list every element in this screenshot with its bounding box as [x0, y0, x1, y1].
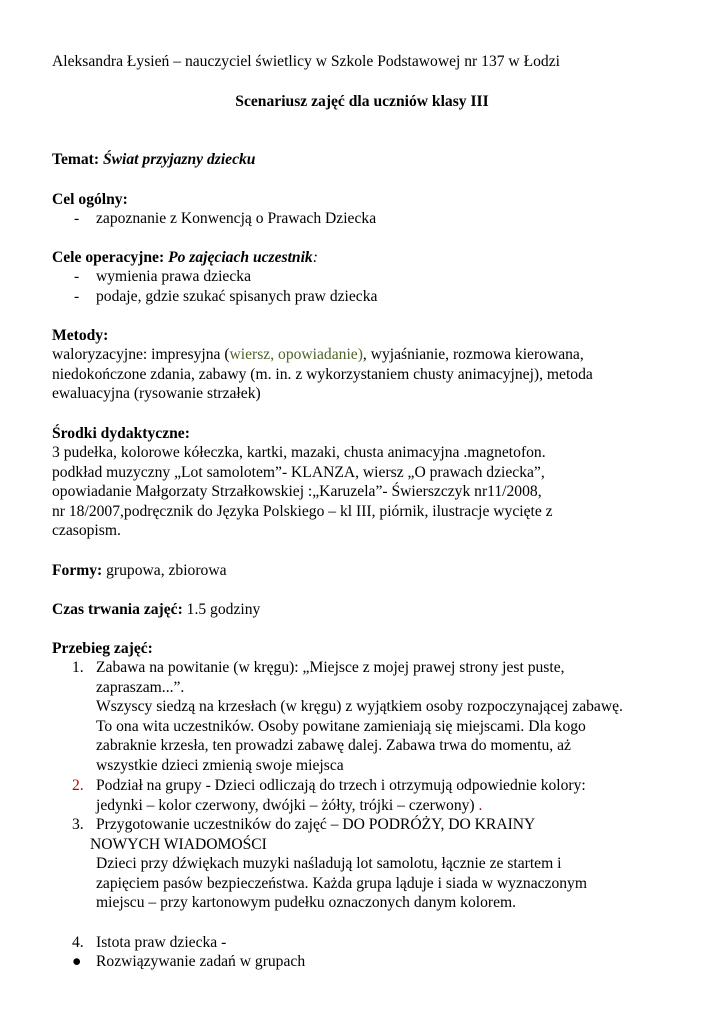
didactic-means-line: podkład muzyczny „Lot samolotem”- KLANZA, wiersz „O prawach dziecka”, [52, 464, 545, 481]
duration-value: 1.5 godziny [182, 601, 261, 618]
methods-line: waloryzacyjne: impresyjna (wiersz, opowiadanie), wyjaśnianie, rozmowa kierowana, [52, 346, 584, 363]
duration-label: Czas trwania zajęć: [52, 601, 183, 618]
topic-line [52, 150, 692, 170]
step-number: 2. [72, 777, 84, 794]
didactic-means-line: opowiadanie Małgorzaty Strzałkowskiej :„Karuzela”- Świerszczyk nr11/2008, [52, 483, 542, 500]
author-header: Aleksandra Łysień – nauczyciel świetlicy w Szkole Podstawowej nr 137 w Łodzi [52, 53, 560, 70]
general-goal-label: Cel ogólny: [52, 191, 128, 208]
methods-highlight: wiersz, opowiadanie) [229, 346, 363, 363]
topic-label: Temat: [52, 151, 100, 168]
step-2: 2. Podział na grupy - Dzieci odliczają do trzech i otrzymują odpowiednie kolory: jedynki – kolor czerwony, dwójki – żółty, trójki – czerwony) . [72, 777, 586, 814]
didactic-means-line: 3 pudełka, kolorowe kółeczka, kartki, mazaki, chusta animacyjna .magnetofon. [52, 444, 546, 461]
lesson-course-label: Przebieg zajęć: [52, 640, 153, 657]
methods-line: niedokończone zdania, zabawy (m. in. z wykorzystaniem chusty animacyjnej), metoda [52, 366, 593, 383]
dash-marker: - [74, 288, 80, 305]
dash-marker: - [74, 210, 80, 227]
methods-line: ewaluacyjna (rysowanie strzałek) [52, 385, 261, 402]
operational-goals-lead: Po zajęciach uczestnik [168, 249, 313, 266]
forms-line [52, 561, 692, 581]
step-number: 3. [72, 816, 84, 833]
bullet-item: ● Rozwiązywanie zadań w grupach [72, 953, 306, 970]
bullet-icon: ● [72, 953, 82, 970]
operational-goals-label: Cele operacyjne: [52, 249, 165, 266]
document-page: Aleksandra Łysień – nauczyciel świetlicy w Szkole Podstawowej nr 137 w Łodzi Scenariusz zajęć dla uczniów klasy III Temat: Świat przyjazny dziecku Cel ogólny: - zapoznanie z Konwencją o Prawach Dziecka Cele operacyjne: Po zajęciach uczestnik: - wymienia prawa dziecka - podaje, gdzie szukać spisanych praw dziecka Metody: waloryzacyjne: impresyjna (wiersz, opowiadanie), wyjaśnianie, rozmowa kierowana, niedokończone zdania, zabawy (m. in. z wykorzystaniem chusty animacyjnej), metoda ewaluacyjna (rysowanie strzałek) Środki dydaktyczne: 3 pudełka, kolorowe kółeczka, kartki, mazaki, chusta animacyjna .magnetofon. podkład muzyczny „Lot samolotem”- KLANZA, wiersz „O prawach dziecka”, opowiadanie Małgorzaty Strzałkowskiej :„Karuzela”- Świerszczyk nr11/2008, nr 18/2007,podręcznik do Języka Polskiego – kl III, piórnik, ilustracje wycięte z czasopism. Formy: grupowa, zbiorowa Czas trwania zajęć: 1.5 godziny Przebieg zajęć: 1. Zabawa na powitanie (w kręgu): „Miejsce z mojej prawej strony jest puste, zapraszam...”. Wszyscy siedzą na krzesłach (w kręgu) z wyjątkiem osoby rozpoczynającej zabawę. To ona wita uczestników. Osoby powitane zamieniają się miejscami. Dla kogo zabraknie krzesła, ten prowadzi zabawę dalej. Zabawa trwa do momentu, aż wszystkie dzieci zmienią swoje miejsca 2. Podział na grupy - Dzieci odliczają do trzech i otrzymują odpowiednie kolory: jedynki – kolor czerwony, dwójki – żółty, trójki – czerwony) . 3. Przygotowanie uczestników do zajęć – DO PODRÓŻY, DO KRAINY NOWYCH WIADOMOŚCI Dzieci przy dźwiękach muzyki naśladują lot samolotu, łącznie ze startem i zapięciem pasów bezpieczeństwa. Każda grupa ląduje i siada w wyznaczonym miejscu – przy kartonowym pudełku oznaczonych danym kolorem. 4. Istota praw dziecka - ● Rozwiązywanie zadań w grupach [0, 0, 724, 1024]
document-title: Scenariusz zajęć dla uczniów klasy III [235, 93, 489, 110]
operational-goals-heading: Cele operacyjne: Po zajęciach uczestnik: [52, 249, 318, 266]
forms-value: grupowa, zbiorowa [102, 562, 227, 579]
didactic-means-label: Środki dydaktyczne: [52, 425, 190, 442]
didactic-means-line: nr 18/2007,podręcznik do Języka Polskiego – kl III, piórnik, ilustracje wycięte z [52, 503, 553, 520]
step-4: 4. Istota praw dziecka - [72, 934, 227, 951]
methods-label: Metody: [52, 327, 109, 344]
step-number: 4. [72, 934, 84, 951]
step-1: 1. Zabawa na powitanie (w kręgu): „Miejsce z mojej prawej strony jest puste, zapraszam...”. Wszyscy siedzą na krzesłach (w kręgu) z wyjątkiem osoby rozpoczynającej zabawę. To ona wita uczestników. Osoby powitane zamieniają się miejscami. Dla kogo zabraknie krzesła, ten prowadzi zabawę dalej. Zabawa trwa do momentu, aż wszystkie dzieci zmienią swoje miejsca [72, 659, 623, 774]
dash-marker: - [74, 268, 80, 285]
forms-label: Formy: [52, 562, 103, 579]
didactic-means-line: czasopism. [52, 522, 121, 539]
step-number: 1. [72, 659, 84, 676]
step-3: 3. Przygotowanie uczestników do zajęć – DO PODRÓŻY, DO KRAINY NOWYCH WIADOMOŚCI Dzieci przy dźwiękach muzyki naśladują lot samolotu, łącznie ze startem i zapięciem pasów bezpieczeństwa. Każda grupa ląduje i siada w wyznaczonym miejscu – przy kartonowym pudełku oznaczonych danym kolorem. [72, 816, 587, 912]
duration-line [52, 600, 692, 620]
topic-value: Świat przyjazny dziecku [102, 151, 256, 168]
